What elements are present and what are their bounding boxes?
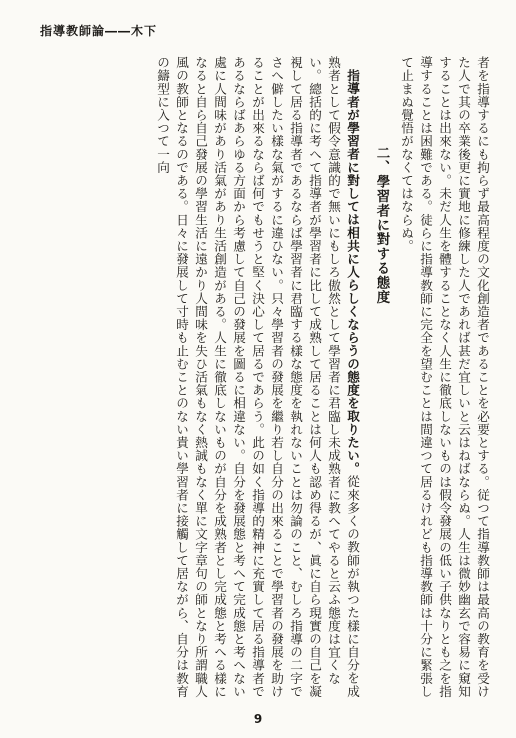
section-heading: 二、學習者に對する態度 bbox=[374, 146, 389, 305]
page-number: 9 bbox=[253, 712, 263, 726]
body-text bbox=[44, 56, 492, 702]
paragraph-text: 從來多くの教師が執つた樣に自分を成熟者として假令意識的で無いにもしろ傲然として學習者に君臨し未成熟者に教へてやると云ふ態度は宜くない。總括的に考へて指導者が學習者に比して成熟して居ることは何人も認め得るが、眞に自ら現實の自己を凝視して居る指導者であるならば學習者に君臨する樣な態度を執れないことは勿論のこと、むしろ指導の二字でさへ僻したい樣な氣がするに違ひない。只々學習者の發展を繼り若し自分の出來ることで學習者の發展を助けることが出來るならば何でもせうと堅く決心して居るであらう。此の如く指導的精神に充實して居る指導者であるならばあらゆる方面から考慮して自己の發展を圖るに相違ない。自分を發展態と考へて完成態と考へない處に人間味があり活氣があり生活創造がある。人生に徹底しないものが自分を成熟者とし完成態と考へる樣になると自ら自己發展の學習生活に遠かり人間味を失ひ活氣もなく熱誠もなく單に文字章句の師となり所謂職人風の教師となるのである。日々に發展して寸時も止むことのない貴い學習者に接觸して居ながら、自分は教育の鑄型に入つて一向 bbox=[155, 56, 360, 698]
paragraph-continued: 者を指導するにも拘らず最高程度の文化創造者であることを必要とする。従つて指導教師は最高の教育を受けた人で其の卒業後更に實地に修練した人であれば甚だ宜しいと云はねばならぬ。人生は微妙幽玄で容易に窺知することは出來ない。未だ人生を體することなく人生に徹底しないものは假令發展の低い子供なりとも之を指導することは困難である。徒らに指導教師に完全を望むことは間違つて居るけれども指導教師は十分に緊張して止まぬ覺悟がなくてはならぬ。 bbox=[399, 56, 490, 698]
paragraph-attitude bbox=[153, 56, 362, 702]
emphasized-sentence: 指導者が學習者に對しては相共に人らしくならうの態度を取りたい。 bbox=[345, 68, 360, 475]
running-head: 指導教師論――木下 bbox=[40, 24, 158, 38]
